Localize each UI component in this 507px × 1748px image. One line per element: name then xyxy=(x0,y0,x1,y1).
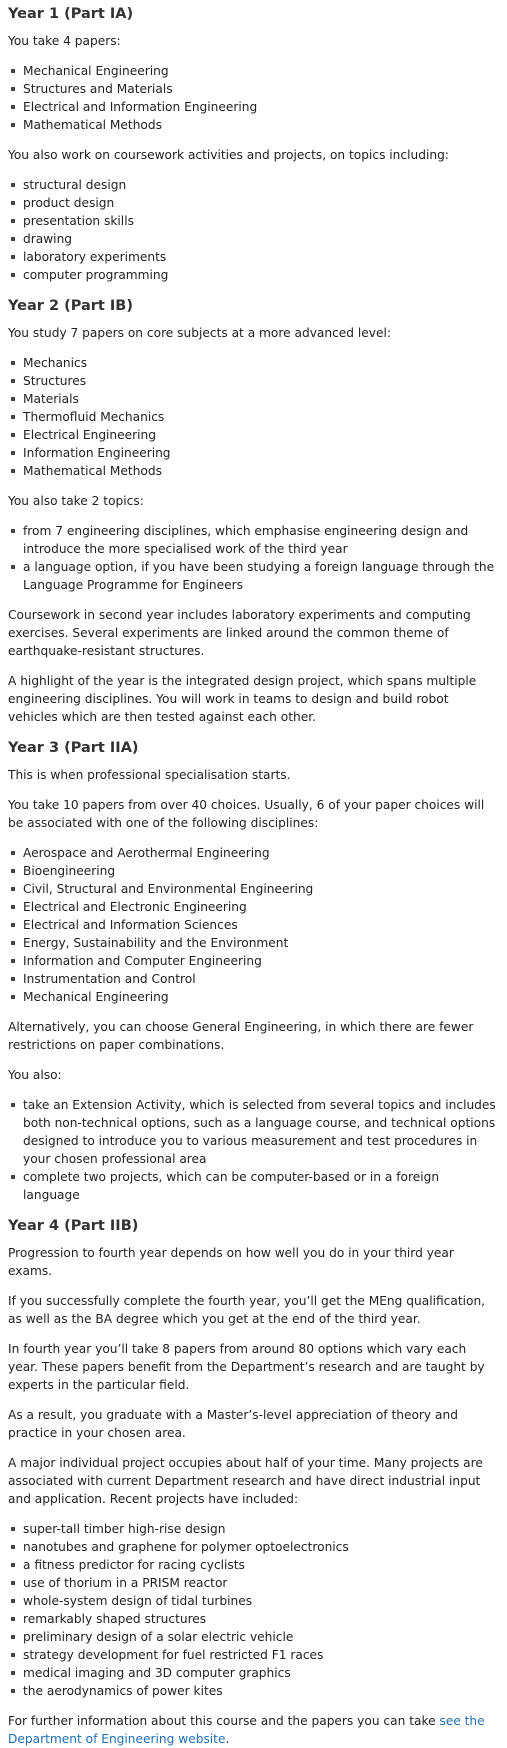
list-item: Mechanical Engineering xyxy=(8,988,499,1006)
list-item: laboratory experiments xyxy=(8,248,499,266)
list-item: super-tall timber high-rise design xyxy=(8,1520,499,1538)
list-item: remarkably shaped structures xyxy=(8,1610,499,1628)
list-item: Energy, Sustainability and the Environment xyxy=(8,934,499,952)
section-heading: Year 1 (Part IA) xyxy=(8,6,134,22)
list-item: presentation skills xyxy=(8,212,499,230)
paper-list xyxy=(8,62,499,134)
list-item: Mechanics xyxy=(8,354,499,372)
paragraph: In fourth year you’ll take 8 papers from around 80 options which vary each year. These papers benefit from the Department’s research and are taught by experts in the particular field. xyxy=(8,1342,485,1392)
list-item: Materials xyxy=(8,390,499,408)
section-year-4 xyxy=(8,1216,499,1700)
list-item: the aerodynamics of power kites xyxy=(8,1682,499,1700)
activity-list xyxy=(8,1096,499,1204)
list-item: computer programming xyxy=(8,266,499,284)
list-item: strategy development for fuel restricted F1 races xyxy=(8,1646,499,1664)
list-item: Electrical and Information Engineering xyxy=(8,98,499,116)
list-item: preliminary design of a solar electric vehicle xyxy=(8,1628,499,1646)
paragraph: You also take 2 topics: xyxy=(8,494,144,508)
paper-list xyxy=(8,354,499,480)
topic-list xyxy=(8,522,499,594)
list-item: Structures and Materials xyxy=(8,80,499,98)
list-item: Civil, Structural and Environmental Engineering xyxy=(8,880,499,898)
list-item: Thermofluid Mechanics xyxy=(8,408,499,426)
section-year-3 xyxy=(8,738,499,1204)
paragraph: You study 7 papers on core subjects at a more advanced level: xyxy=(8,326,391,340)
footer-end: . xyxy=(225,1732,230,1746)
discipline-list xyxy=(8,844,499,1006)
list-item: Information and Computer Engineering xyxy=(8,952,499,970)
paragraph: You also work on coursework activities and projects, on topics including: xyxy=(8,148,449,162)
list-item: Electrical Engineering xyxy=(8,426,499,444)
paragraph: You take 10 papers from over 40 choices. Usually, 6 of your paper choices will be associated with one of the following disciplines: xyxy=(8,798,485,830)
list-item: use of thorium in a PRISM reactor xyxy=(8,1574,499,1592)
list-item: from 7 engineering disciplines, which emphasise engineering design and introduce the more specialised work of the third year xyxy=(8,522,499,558)
section-year-1 xyxy=(8,4,499,284)
list-item: whole-system design of tidal turbines xyxy=(8,1592,499,1610)
list-item: Structures xyxy=(8,372,499,390)
footer-paragraph xyxy=(8,1712,499,1748)
department-website-link[interactable]: see the Department of Engineering website xyxy=(8,1714,485,1746)
paragraph: You also: xyxy=(8,1068,62,1082)
paragraph: Coursework in second year includes laboratory experiments and computing exercises. Several experiments are linked around the common theme of earthquake-resistant structures. xyxy=(8,608,471,658)
list-item: a fitness predictor for racing cyclists xyxy=(8,1556,499,1574)
paragraph: A major individual project occupies about half of your time. Many projects are associated with current Department research and have direct industrial input and application. Recent projects have included: xyxy=(8,1456,483,1506)
paragraph: A highlight of the year is the integrated design project, which spans multiple engineering disciplines. You will work in teams to design and build robot vehicles which are then tested against each other. xyxy=(8,674,477,724)
list-item: Aerospace and Aerothermal Engineering xyxy=(8,844,499,862)
list-item: product design xyxy=(8,194,499,212)
footer-text: For further information about this course and the papers you can take xyxy=(8,1714,440,1728)
section-heading: Year 2 (Part IB) xyxy=(8,298,133,314)
list-item: Mathematical Methods xyxy=(8,116,499,134)
list-item: Instrumentation and Control xyxy=(8,970,499,988)
list-item: Information Engineering xyxy=(8,444,499,462)
list-item: Mathematical Methods xyxy=(8,462,499,480)
paragraph: As a result, you graduate with a Master’s-level appreciation of theory and practice in your chosen area. xyxy=(8,1408,458,1440)
list-item: Electrical and Information Sciences xyxy=(8,916,499,934)
section-heading: Year 4 (Part IIB) xyxy=(8,1218,139,1234)
section-year-2 xyxy=(8,296,499,726)
paragraph: If you successfully complete the fourth year, you’ll get the MEng qualification, as well as the BA degree which you get at the end of the third year. xyxy=(8,1294,486,1326)
topic-list xyxy=(8,176,499,284)
paragraph: This is when professional specialisation starts. xyxy=(8,768,291,782)
list-item: complete two projects, which can be computer-based or in a foreign language xyxy=(8,1168,499,1204)
list-item: take an Extension Activity, which is selected from several topics and includes both non-technical options, such as a language course, and technical options designed to introduce you to various measurement and test procedures in your chosen professional area xyxy=(8,1096,499,1168)
list-item: Electrical and Electronic Engineering xyxy=(8,898,499,916)
list-item: a language option, if you have been studying a foreign language through the Language Programme for Engineers xyxy=(8,558,499,594)
list-item: drawing xyxy=(8,230,499,248)
paragraph: You take 4 papers: xyxy=(8,34,121,48)
list-item: nanotubes and graphene for polymer optoelectronics xyxy=(8,1538,499,1556)
list-item: Mechanical Engineering xyxy=(8,62,499,80)
list-item: medical imaging and 3D computer graphics xyxy=(8,1664,499,1682)
paragraph: Alternatively, you can choose General Engineering, in which there are fewer restrictions on paper combinations. xyxy=(8,1020,474,1052)
section-heading: Year 3 (Part IIA) xyxy=(8,740,139,756)
list-item: Bioengineering xyxy=(8,862,499,880)
list-item: structural design xyxy=(8,176,499,194)
paragraph: Progression to fourth year depends on how well you do in your third year exams. xyxy=(8,1246,454,1278)
project-list xyxy=(8,1520,499,1700)
